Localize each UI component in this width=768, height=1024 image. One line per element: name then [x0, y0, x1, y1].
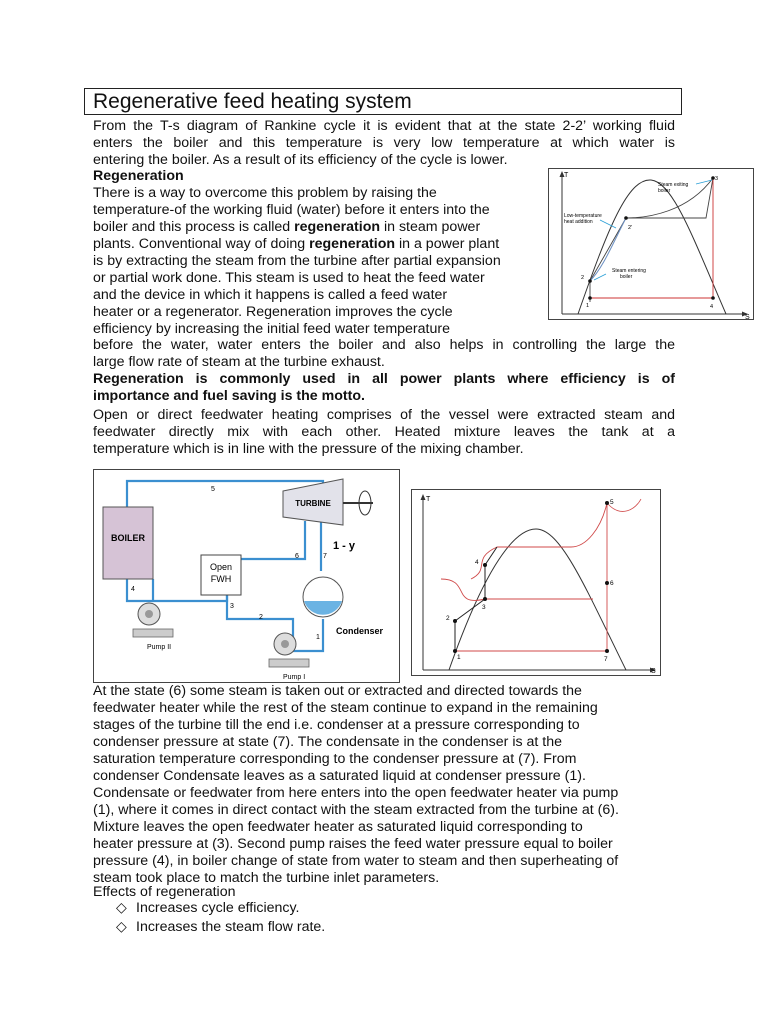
regeneration-heading: Regeneration: [93, 168, 184, 184]
ts2-axis-t: T: [426, 496, 431, 503]
process-line-6: condenser Condensate leaves as a saturated liquid at condenser pressure (1).: [93, 768, 586, 784]
boiler-label: BOILER: [110, 533, 146, 543]
ts2-axis-s: S: [651, 668, 656, 675]
intro-line-1: From the T-s diagram of Rankine cycle it is evident that at the state 2-2’ working fluid: [93, 118, 675, 134]
regen-line-8: heater or a regenerator. Regeneration improves the cycle: [93, 304, 453, 320]
process-line-5: saturation temperature corresponding to the condenser pressure at (7). From: [93, 751, 577, 767]
condenser-label: Condenser: [336, 626, 384, 636]
ts2-point-7: 7: [604, 656, 608, 663]
regen-line-1: There is a way to overcome this problem by raising the: [93, 185, 437, 201]
state-3: 3: [230, 603, 234, 610]
page-title: Regenerative feed heating system: [93, 90, 412, 113]
process-line-2: feedwater heater while the rest of the steam continue to expand in the remaining: [93, 700, 598, 716]
fwh-label-1: Open: [209, 562, 233, 572]
regeneration-ts-diagram: [411, 489, 661, 676]
effect-item-2: ◇ Increases the steam flow rate.: [116, 919, 326, 935]
state-6: 6: [295, 553, 299, 560]
process-line-12: steam took place to match the turbine inlet parameters.: [93, 870, 440, 886]
regen-line-2: temperature-of the working fluid (water) before it enters into the: [93, 202, 490, 218]
open-fwh-line-2: feedwater directly mix with each other. Heated mixture leaves the tank at a: [93, 424, 675, 440]
ts1-axis-t: T: [564, 172, 569, 179]
fwh-label-2: FWH: [210, 574, 232, 584]
state-7: 7: [323, 553, 327, 560]
pump-i-label: Pump I: [283, 674, 306, 681]
effects-heading: Effects of regeneration: [93, 884, 236, 900]
ts2-point-1: 1: [457, 654, 461, 661]
regen-full-1: before the water, water enters the boiler and also helps in controlling the large the: [93, 337, 675, 353]
state-2: 2: [259, 614, 263, 621]
diamond-bullet-icon: ◇: [116, 919, 127, 935]
rankine-ts-diagram: [548, 168, 754, 320]
intro-line-2: enters the boiler and this temperature is very low temperature at which water is: [93, 135, 675, 151]
ts1-point-1: 1: [586, 303, 590, 309]
ts1-point-3: 3: [715, 176, 719, 182]
process-line-9: Mixture leaves the open feedwater heater as saturated liquid corresponding to: [93, 819, 583, 835]
regen-line-9: efficiency by increasing the initial feed water temperature: [93, 321, 450, 337]
state-4: 4: [131, 586, 135, 593]
regen-line-4: plants. Conventional way of doing regeneration in a power plant: [93, 236, 500, 252]
ts1-point-2: 2: [581, 275, 585, 281]
regen-line-6: or partial work done. This steam is used to heat the feed water: [93, 270, 485, 286]
title-box: [84, 88, 682, 115]
ts2-point-2: 2: [446, 615, 450, 622]
effect-item-1: ◇ Increases cycle efficiency.: [116, 900, 300, 916]
regen-line-3: boiler and this process is called regeneration in steam power: [93, 219, 481, 235]
ts1-label-low-1: Low-temperature: [564, 213, 602, 219]
regen-line-5: is by extracting the steam from the turbine after partial expansion: [93, 253, 501, 269]
state-1: 1: [316, 634, 320, 641]
ts1-label-exit-1: Steam exiting: [658, 182, 689, 188]
process-line-8: (1), where it comes in direct contact with the steam extracted from the turbine at (6).: [93, 802, 619, 818]
ts1-label-low-2: heat addition: [564, 219, 593, 225]
process-line-1: At the state (6) some steam is taken out or extracted and directed towards the: [93, 683, 582, 699]
bold-statement-2: importance and fuel saving is the motto.: [93, 388, 365, 404]
process-line-4: condenser pressure at state (7). The condensate in the condenser is at the: [93, 734, 562, 750]
process-line-11: pressure (4), in boiler change of state from water to steam and then superheating of: [93, 853, 619, 869]
intro-line-3: entering the boiler. As a result of its efficiency of the cycle is lower.: [93, 152, 508, 168]
state-5: 5: [211, 486, 215, 493]
turbine-label: TURBINE: [295, 499, 331, 508]
ts2-point-4: 4: [475, 559, 479, 566]
ts1-label-enter-1: Steam entering: [612, 268, 646, 274]
bold-statement-1: Regeneration is commonly used in all power plants where efficiency is of: [93, 371, 675, 387]
ts1-point-4: 4: [710, 304, 714, 310]
ts1-label-enter-2: boiler: [620, 274, 633, 280]
process-line-7: Condensate or feedwater from here enters into the open feedwater heater via pump: [93, 785, 619, 801]
ts2-point-3: 3: [482, 604, 486, 611]
diamond-bullet-icon: ◇: [116, 900, 127, 916]
process-line-10: heater pressure at (3). Second pump raises the feed water pressure equal to boiler: [93, 836, 613, 852]
ts1-point-2prime: 2': [628, 225, 633, 231]
process-line-3: stages of the turbine till the end i.e. condenser at a pressure corresponding to: [93, 717, 580, 733]
regen-full-2: large flow rate of steam at the turbine exhaust.: [93, 354, 385, 370]
ts1-axis-s: S: [745, 314, 750, 320]
ts2-point-5: 5: [610, 499, 614, 506]
regenerative-plant-schematic: [93, 469, 400, 683]
ts1-label-exit-2: boiler: [658, 188, 671, 194]
ts2-point-6: 6: [610, 580, 614, 587]
pump-ii-label: Pump II: [147, 644, 172, 651]
fraction-label: 1 - y: [333, 540, 356, 552]
open-fwh-line-1: Open or direct feedwater heating comprises of the vessel were extracted steam and: [93, 407, 675, 423]
boiler-block: [103, 507, 153, 579]
regen-line-7: and the device in which it happens is called a feed water: [93, 287, 448, 303]
open-fwh-line-3: temperature which is in line with the pressure of the mixing chamber.: [93, 441, 524, 457]
